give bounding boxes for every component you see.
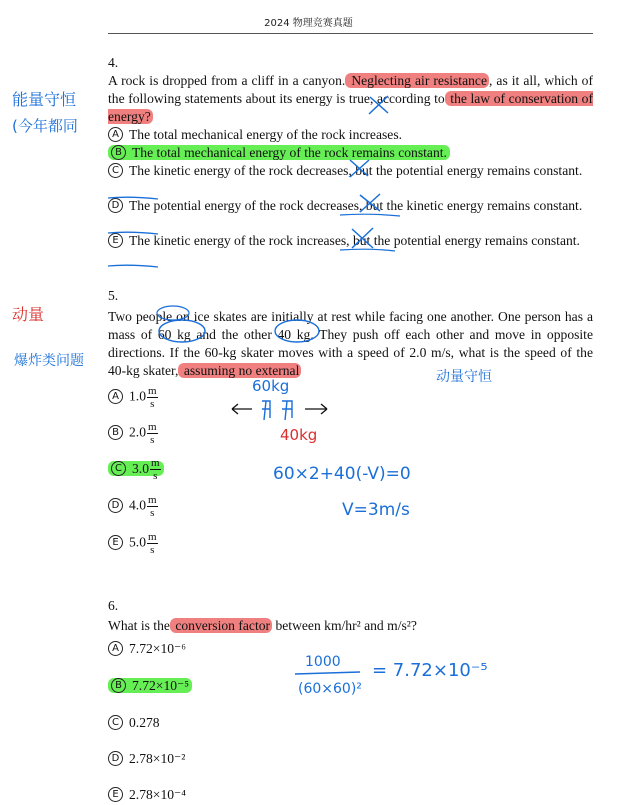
option-value: 3.0: [132, 460, 149, 476]
highlight-red: Neglecting air resistance: [347, 73, 487, 88]
option-b[interactable]: [108, 144, 593, 162]
unit-numerator: m: [148, 494, 157, 506]
question-stem: [108, 308, 593, 380]
option-e[interactable]: [108, 786, 593, 804]
page-header: 2024 物理竞赛真题: [264, 18, 353, 29]
handwritten-mass: 60kg: [252, 377, 290, 395]
option-a[interactable]: [108, 640, 593, 658]
question-6: [108, 597, 593, 635]
unit-fraction: [150, 457, 161, 482]
handwritten-note: 能量守恒: [12, 90, 77, 109]
stem-text: What is the: [108, 618, 170, 633]
fraction-bar: [295, 672, 360, 674]
option-d[interactable]: [108, 750, 593, 768]
option-e[interactable]: [108, 232, 593, 250]
option-text: 7.72×10⁻⁵: [132, 678, 189, 693]
unit-numerator: m: [151, 457, 160, 469]
unit-numerator: m: [148, 531, 157, 543]
option-letter: A: [108, 127, 123, 142]
option-letter: E: [108, 233, 123, 248]
highlight-red: assuming no external: [180, 363, 300, 378]
handwritten-note: (今年都同: [12, 117, 78, 135]
option-letter: C: [108, 163, 123, 178]
option-text: 2.78×10⁻²: [129, 751, 186, 766]
option-d[interactable]: [108, 197, 593, 215]
option-e[interactable]: [108, 531, 593, 556]
unit-numerator: m: [148, 421, 157, 433]
option-letter: A: [108, 641, 123, 656]
option-letter: E: [108, 787, 123, 802]
option-value: 2.0: [129, 424, 146, 440]
highlight-red: the law of conservation of energy?: [108, 91, 593, 124]
underline: [108, 265, 158, 267]
question-stem: [108, 72, 593, 126]
stem-text: , as it all, which of the following statements about its energy is true, according to: [108, 73, 593, 106]
handwritten-equation: V=3m/s: [342, 500, 410, 520]
stem-text: A rock is dropped from a cliff in a canyon.: [108, 73, 346, 88]
unit-denominator: s: [150, 507, 155, 519]
question-number: 5.: [108, 288, 119, 303]
option-letter: D: [108, 751, 123, 766]
option-a[interactable]: [108, 385, 593, 410]
unit-numerator: m: [148, 385, 157, 397]
unit-denominator: s: [153, 470, 158, 482]
stem-text: Two people on ice skates are initially at rest while facing one another. One person has a mass of 60 kg and the other 40 kg. They push off each other and move in opposite directions. If the 60-kg skater moves with a speed of 2.0 m/s, what is the speed of the 40-kg skater,: [108, 309, 593, 378]
option-text: The kinetic energy of the rock decreases, but the potential energy remains constant.: [129, 163, 583, 178]
option-text: 0.278: [129, 715, 160, 730]
unit-fraction: [147, 421, 158, 446]
option-text: 7.72×10⁻⁶: [129, 641, 186, 656]
highlight-red: conversion factor: [171, 618, 271, 633]
handwritten-fraction-num: 1000: [305, 654, 341, 670]
stem-text: between km/hr² and m/s²?: [272, 618, 417, 633]
handwritten-mass: 40kg: [280, 426, 318, 444]
option-letter: B: [108, 425, 123, 440]
question-number: 6.: [108, 598, 119, 613]
option-letter: E: [108, 535, 123, 550]
handwritten-equation: = 7.72×10⁻⁵: [372, 660, 488, 681]
unit-denominator: s: [150, 398, 155, 410]
option-c[interactable]: [108, 162, 593, 180]
option-letter: D: [108, 198, 123, 213]
unit-fraction: [147, 494, 158, 519]
option-text: The potential energy of the rock decreases, but the kinetic energy remains constant.: [129, 198, 583, 213]
highlight-green: [108, 145, 450, 160]
option-text: The total mechanical energy of the rock remains constant.: [132, 145, 447, 160]
unit-fraction: [147, 531, 158, 556]
option-text: The total mechanical energy of the rock increases.: [129, 127, 403, 142]
question-stem: [108, 617, 593, 635]
handwritten-equation: 60×2+40(-V)=0: [273, 464, 411, 484]
option-letter: A: [108, 389, 123, 404]
unit-fraction: [147, 385, 158, 410]
highlight-green: [108, 678, 192, 693]
header-rule: [108, 33, 593, 34]
option-b[interactable]: [108, 421, 593, 446]
question-number: 4.: [108, 55, 119, 70]
option-value: 4.0: [129, 497, 146, 513]
option-a[interactable]: [108, 126, 593, 144]
option-text: The kinetic energy of the rock increases, but the potential energy remains constant.: [129, 233, 580, 248]
question-5: [108, 287, 593, 380]
handwritten-note: 爆炸类问题: [14, 353, 84, 369]
unit-denominator: s: [150, 434, 155, 446]
option-letter: C: [108, 715, 123, 730]
highlight-green: [108, 457, 164, 482]
option-letter: B: [111, 678, 126, 693]
option-text: 2.78×10⁻⁴: [129, 787, 186, 802]
handwritten-note: 动量守恒: [436, 369, 492, 385]
option-letter: B: [111, 145, 126, 160]
option-c[interactable]: [108, 714, 593, 732]
unit-denominator: s: [150, 544, 155, 556]
option-letter: C: [111, 461, 126, 476]
option-letter: D: [108, 498, 123, 513]
handwritten-note: 动量: [12, 305, 45, 324]
handwritten-fraction-den: (60×60)²: [298, 681, 362, 697]
option-value: 5.0: [129, 534, 146, 550]
question-4: [108, 54, 593, 126]
option-value: 1.0: [129, 388, 146, 404]
